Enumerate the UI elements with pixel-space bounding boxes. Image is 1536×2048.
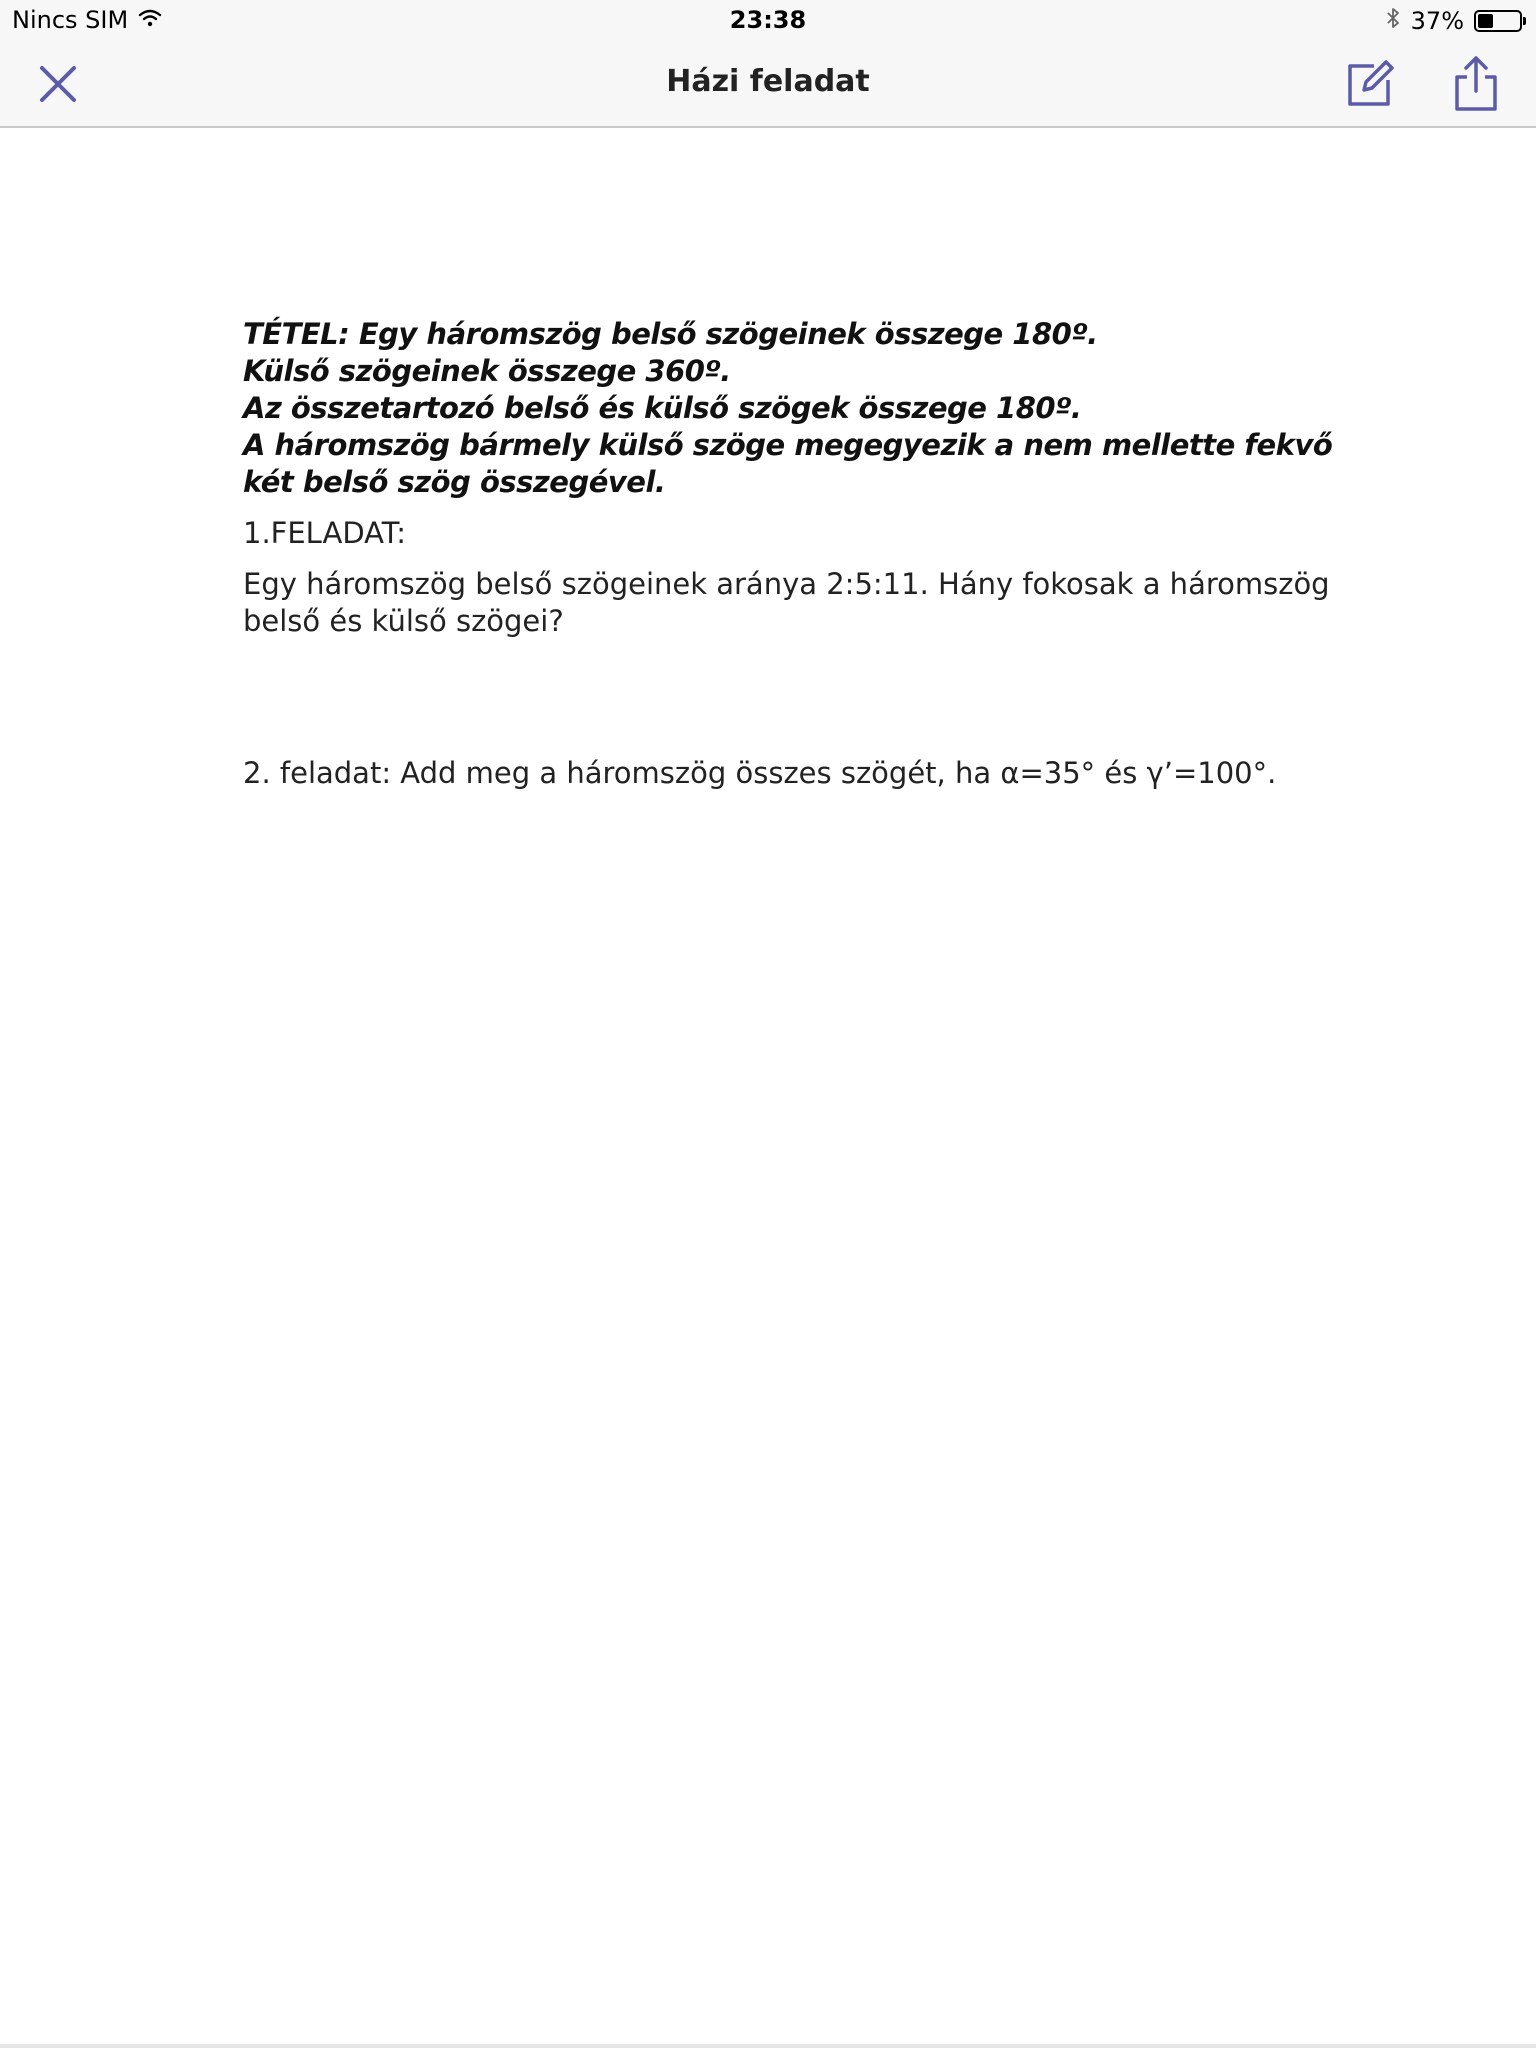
task1-heading: 1.FELADAT: bbox=[243, 516, 407, 550]
bluetooth-icon bbox=[1385, 6, 1401, 36]
edit-button[interactable] bbox=[1340, 54, 1400, 114]
status-bar bbox=[0, 0, 1536, 40]
task1-text: Egy háromszög belső szögeinek aránya 2:5:11. Hány fokosak a háromszög belső és külső szögei? bbox=[243, 567, 1330, 638]
theorem-line: A háromszög bármely külső szöge megegyezik a nem mellette fekvő két belső szög összegével. bbox=[243, 428, 1333, 499]
task2-text: 2. feladat: Add meg a háromszög összes szögét, ha α=35° és γ’=100°. bbox=[243, 756, 1277, 790]
battery-icon bbox=[1474, 10, 1522, 32]
share-button[interactable] bbox=[1446, 54, 1506, 114]
status-time: 23:38 bbox=[729, 6, 807, 34]
theorem-block bbox=[243, 316, 1383, 501]
theorem-line: Az összetartozó belső és külső szögek összege 180º. bbox=[243, 391, 1082, 425]
share-icon bbox=[1452, 55, 1500, 113]
edit-icon bbox=[1344, 58, 1396, 110]
battery-level-fill bbox=[1478, 14, 1493, 28]
theorem-line: TÉTEL: Egy háromszög belső szögeinek összege 180º. bbox=[243, 317, 1098, 351]
carrier-label: Nincs SIM bbox=[12, 6, 129, 34]
battery-percent: 37% bbox=[1410, 7, 1464, 35]
theorem-line: Külső szögeinek összege 360º. bbox=[243, 354, 731, 388]
status-right-group bbox=[1385, 6, 1522, 36]
page-title: Házi feladat bbox=[666, 64, 870, 99]
bottom-edge bbox=[0, 2044, 1536, 2048]
navigation-bar bbox=[0, 40, 1536, 128]
homework-document bbox=[243, 316, 1383, 792]
